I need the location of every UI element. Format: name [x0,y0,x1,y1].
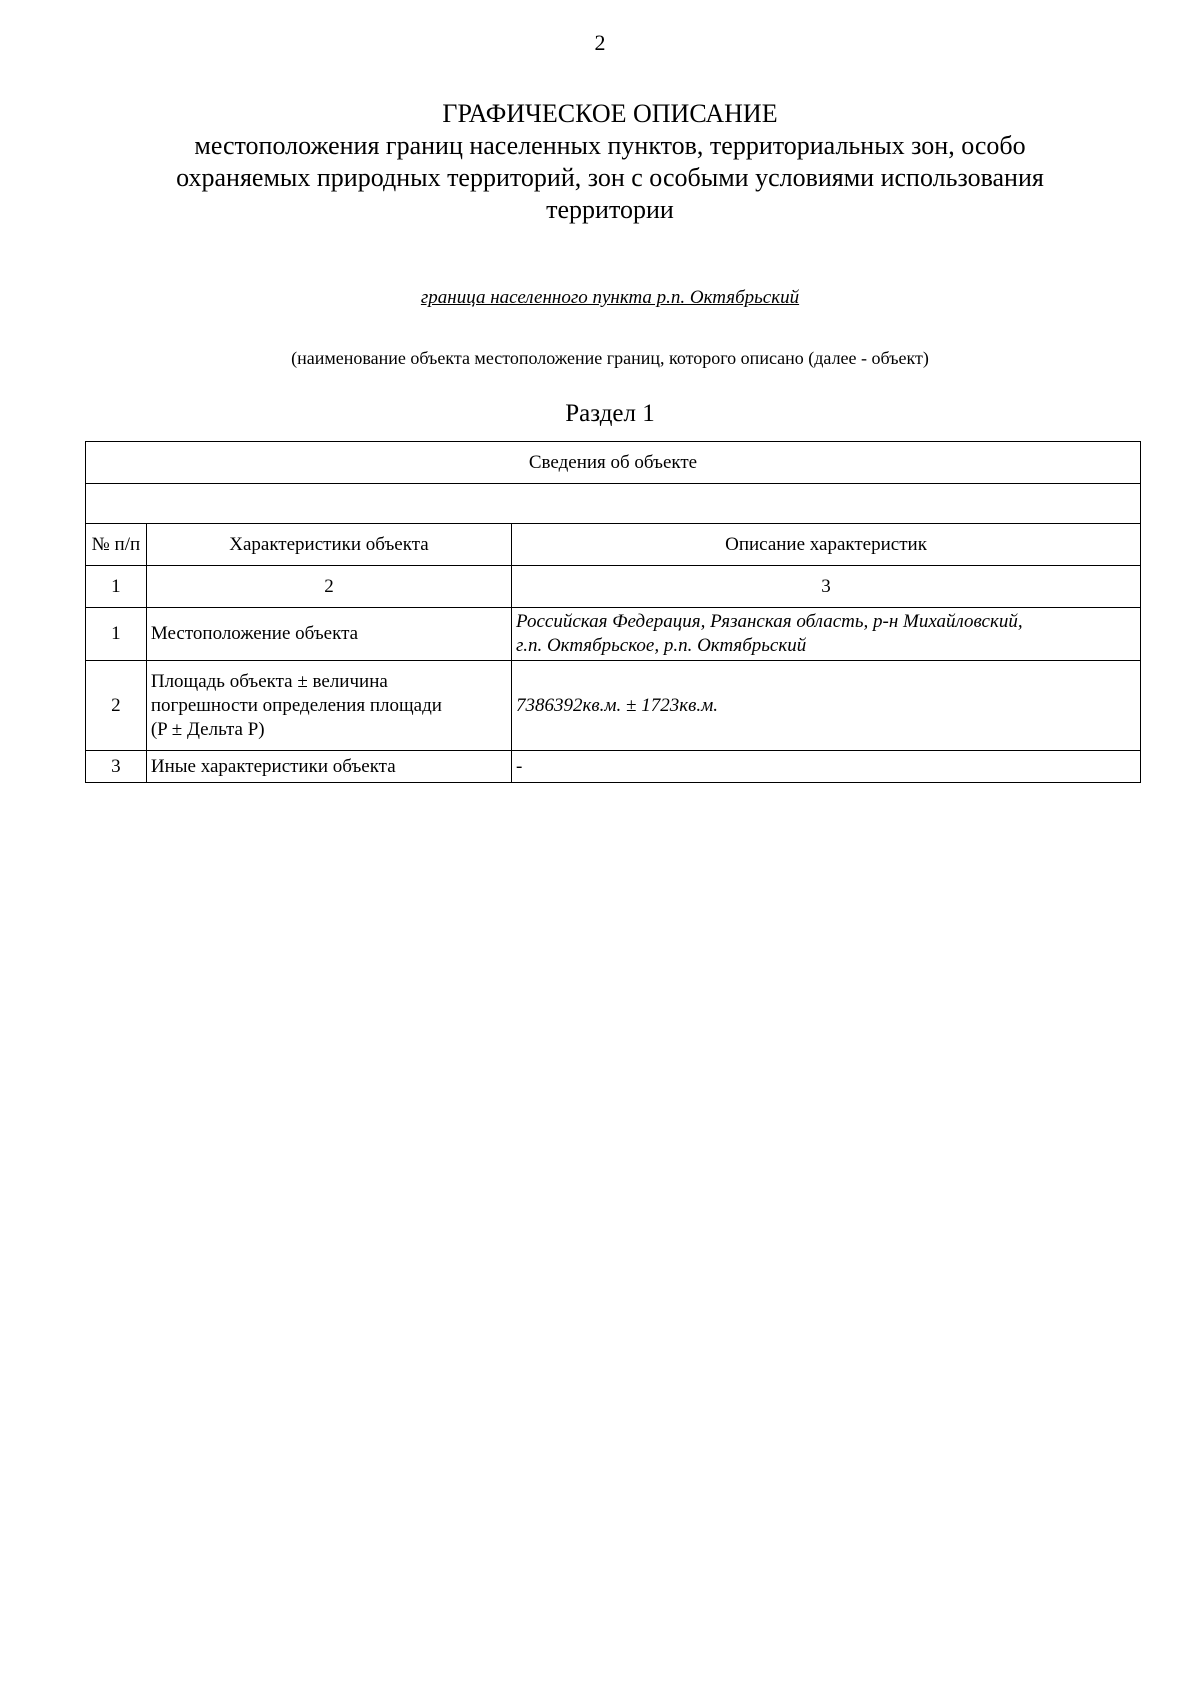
column-header-description: Описание характеристик [512,524,1141,566]
row-number: 2 [86,661,147,751]
object-info-table [85,441,1141,783]
row-characteristic-line-2: погрешности определения площади [150,694,442,716]
row-characteristic: Местоположение объекта [146,608,511,661]
object-name: граница населенного пункта р.п. Октябрьский [420,287,800,308]
row-description [512,608,1141,661]
column-number-2: 2 [146,566,511,608]
section-title: Раздел 1 [565,400,655,427]
title-main: ГРАФИЧЕСКОЕ ОПИСАНИЕ [442,99,778,128]
table-blank-row [86,484,1141,524]
row-characteristic-line-1: Площадь объекта ± величина [150,670,388,692]
column-number-1: 1 [86,566,147,608]
page-number: 2 [594,30,606,55]
row-description-line-1: Российская Федерация, Рязанская область, р-н Михайловский, [516,611,1023,632]
column-header-characteristic: Характеристики объекта [146,524,511,566]
document-title [120,98,1100,226]
table-blank-cell [86,484,1141,524]
table-column-header-row [86,524,1141,566]
title-line-2: охраняемых природных территорий, зон с особыми условиями использования [176,163,1044,192]
table-header-row [86,442,1141,484]
column-header-number: № п/п [86,524,147,566]
title-line-1: местоположения границ населенных пунктов, территориальных зон, особо [194,131,1026,160]
row-characteristic: Иные характеристики объекта [146,751,511,783]
row-description-line-2: г.п. Октябрьское, р.п. Октябрьский [516,635,807,656]
row-description: - [512,751,1141,783]
row-number: 3 [86,751,147,783]
table-row [86,661,1141,751]
row-number: 1 [86,608,147,661]
table-row [86,751,1141,783]
table-row [86,608,1141,661]
row-characteristic [146,661,511,751]
column-number-3: 3 [512,566,1141,608]
row-description: 7386392кв.м. ± 1723кв.м. [512,661,1141,751]
row-characteristic-line-3: (P ± Дельта P) [150,718,265,740]
table-header: Сведения об объекте [86,442,1141,484]
object-caption: (наименование объекта местоположение границ, которого описано (далее - объект) [291,348,929,368]
table-column-number-row [86,566,1141,608]
title-line-3: территории [546,195,674,224]
